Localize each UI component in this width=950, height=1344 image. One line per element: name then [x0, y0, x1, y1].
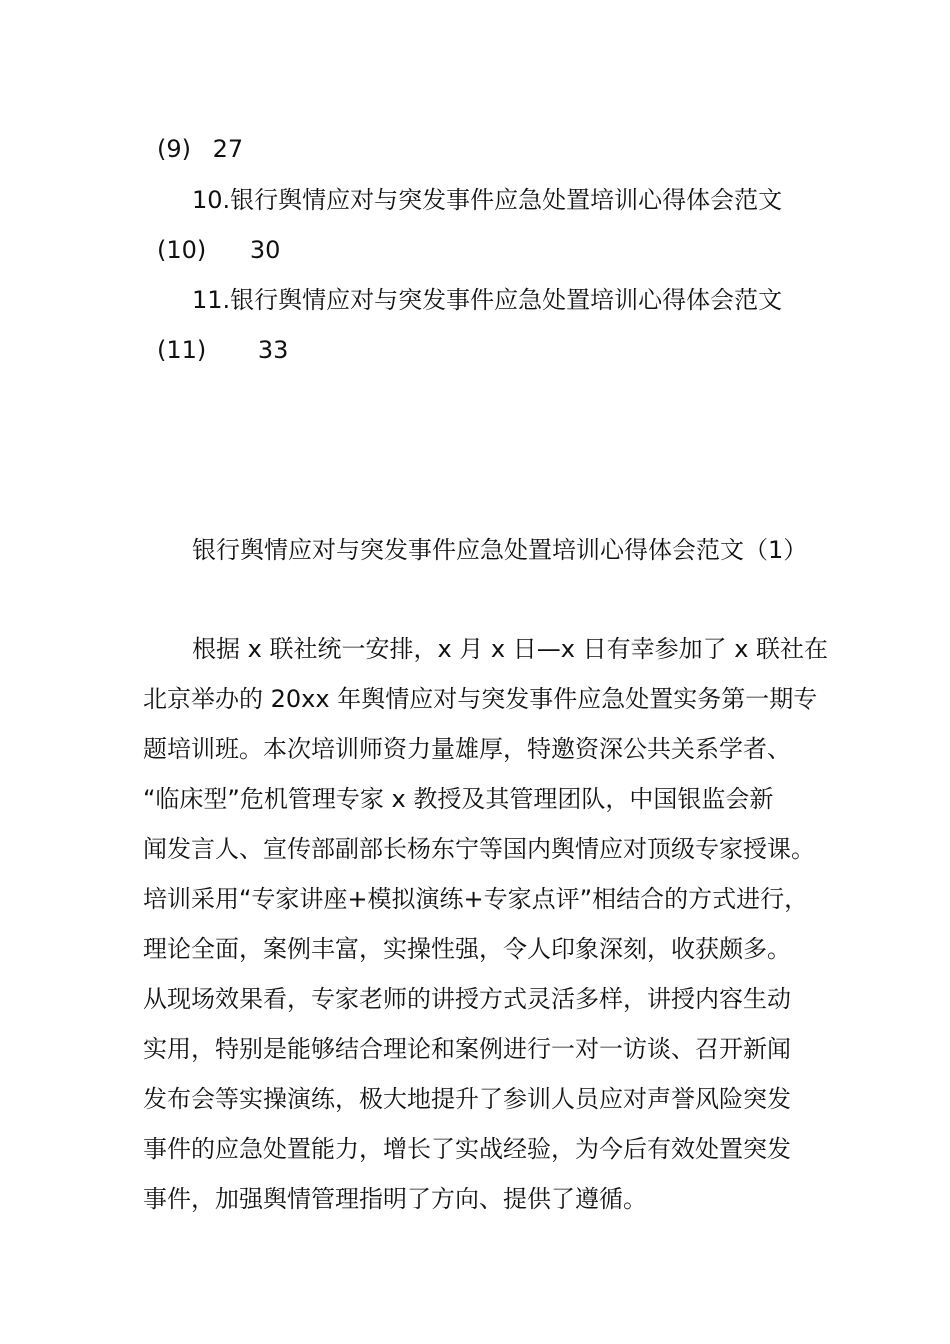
toc-entry-number: (11): [157, 336, 207, 364]
toc-entry-9[interactable]: [157, 134, 243, 164]
body-line: 发布会等实操演练，极大地提升了参训人员应对声誉风险突发: [143, 1085, 791, 1113]
body-line: 事件的应急处置能力，增长了实战经验，为今后有效处置突发: [143, 1135, 791, 1163]
body-line: 闻发言人、宣传部副部长杨东宁等国内舆情应对顶级专家授课。: [143, 835, 815, 863]
body-line: 根据 x 联社统一安排，x 月 x 日—x 日有幸参加了 x 联社在: [192, 635, 829, 663]
toc-entry-10-title[interactable]: 10.银行舆情应对与突发事件应急处置培训心得体会范文: [192, 186, 783, 214]
toc-page-number: 33: [257, 336, 289, 364]
body-line: 事件，加强舆情管理指明了方向、提供了遵循。: [143, 1185, 647, 1213]
toc-entry-number: (10): [157, 236, 207, 264]
body-line: 实用，特别是能够结合理论和案例进行一对一访谈、召开新闻: [143, 1035, 791, 1063]
toc-entry-10[interactable]: [157, 235, 280, 265]
toc-page-number: 30: [249, 236, 281, 264]
article-heading: 银行舆情应对与突发事件应急处置培训心得体会范文（1）: [192, 536, 808, 564]
toc-entry-11[interactable]: [157, 335, 288, 365]
toc-entry-number: (9): [157, 135, 191, 163]
body-line: “临床型”危机管理专家 x 教授及其管理团队，中国银监会新: [143, 785, 774, 813]
body-line: 理论全面，案例丰富，实操性强，令人印象深刻，收获颇多。: [143, 935, 791, 963]
body-line: 题培训班。本次培训师资力量雄厚，特邀资深公共关系学者、: [143, 735, 791, 763]
body-line: 北京举办的 20xx 年舆情应对与突发事件应急处置实务第一期专: [143, 685, 818, 713]
toc-entry-11-title[interactable]: 11.银行舆情应对与突发事件应急处置培训心得体会范文: [192, 286, 783, 314]
body-line: 从现场效果看，专家老师的讲授方式灵活多样，讲授内容生动: [143, 985, 791, 1013]
body-line: 培训采用“专家讲座+模拟演练+专家点评”相结合的方式进行，: [143, 885, 809, 913]
toc-page-number: 27: [212, 135, 244, 163]
